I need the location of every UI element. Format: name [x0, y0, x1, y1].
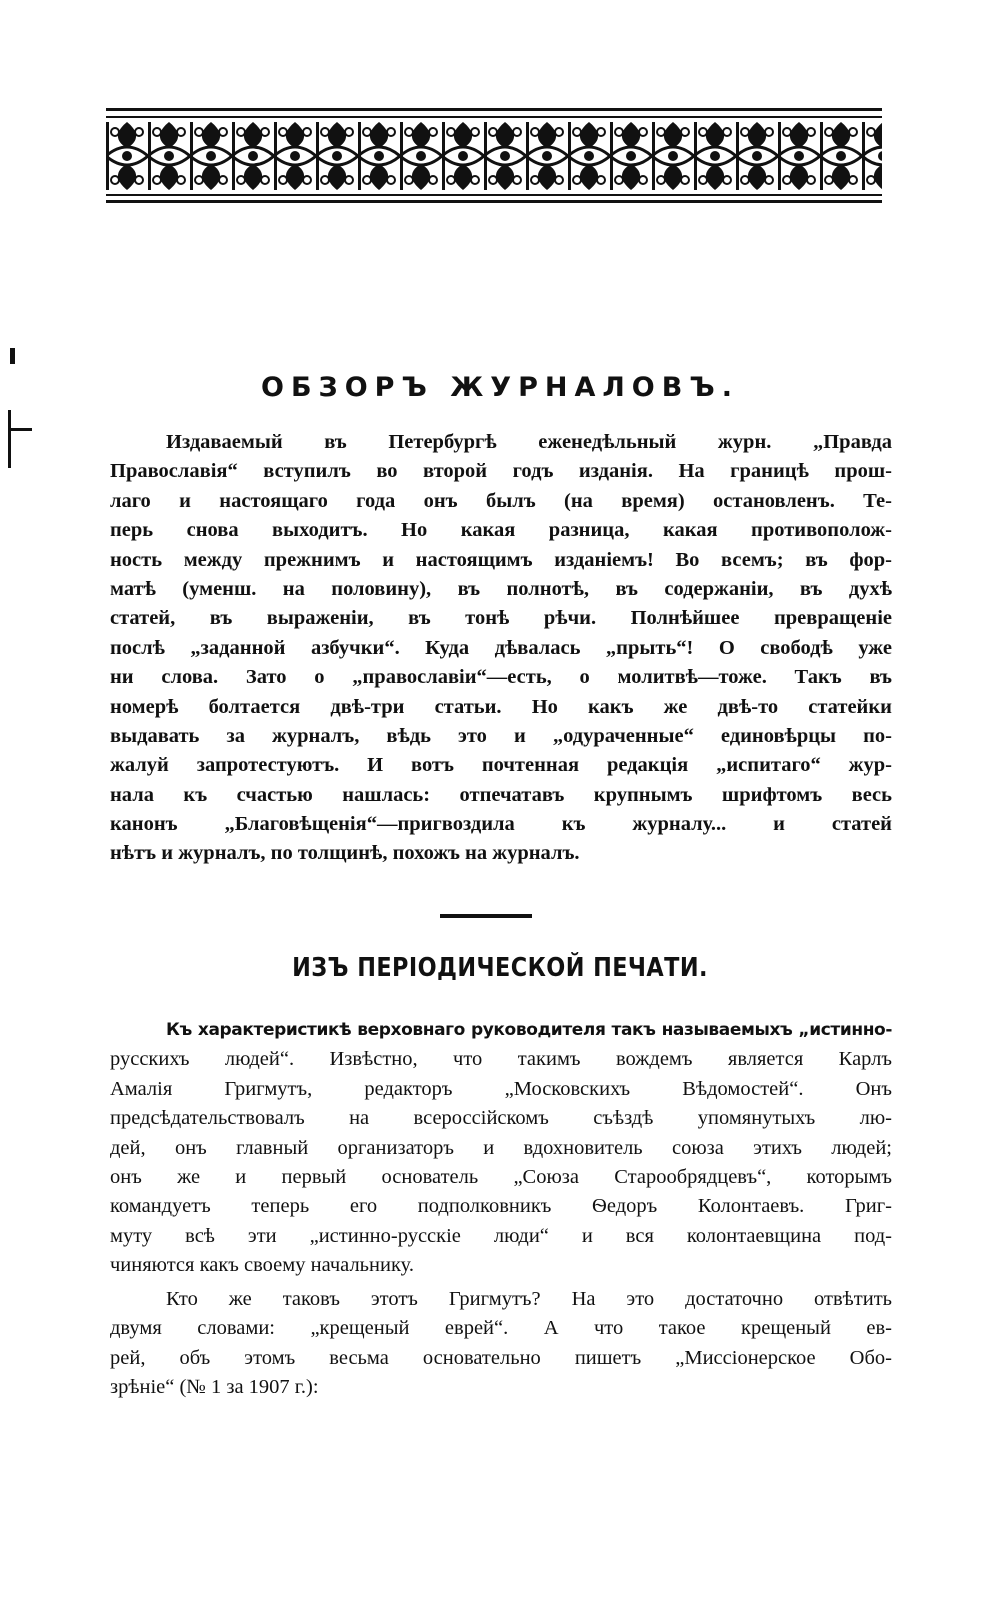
- text-line: командуетъ теперь его подполковникъ Ѳедоръ Колонтаевъ. Григ-: [110, 1195, 892, 1218]
- article-paragraph-journal-review: [110, 428, 892, 869]
- text-line: зрѣніе“ (№ 1 за 1907 г.):: [110, 1376, 319, 1399]
- text-line: Православія“ вступилъ во второй годъ изданія. На границѣ прош-: [110, 460, 892, 483]
- text-line: нѣтъ и журналъ, по толщинѣ, похожъ на журналъ.: [110, 842, 580, 865]
- text-line: чиняются какъ своему начальнику.: [110, 1254, 414, 1277]
- section-divider: [440, 914, 532, 918]
- text-line: ни слова. Зато о „православіи“—есть, о молитвѣ—тоже. Такъ въ: [110, 666, 892, 689]
- text-line: русскихъ людей“. Извѣстно, что такимъ вождемъ является Карлъ: [110, 1048, 892, 1071]
- floral-border-ornament-icon: [106, 108, 882, 204]
- article-paragraph-grigmut-intro: [110, 1016, 892, 1281]
- text-line: Издаваемый въ Петербургѣ еженедѣльный журн. „Правда: [166, 431, 892, 453]
- text-line: ность между прежнимъ и настоящимъ изданіемъ! Во всемъ; въ фор-: [110, 548, 892, 571]
- text-line: онъ же и первый основатель „Союза Старообрядцевъ“, которымъ: [110, 1165, 892, 1188]
- text-line: двумя словами: „крещеный еврей“. А что такое крещеный ев-: [110, 1317, 892, 1340]
- text-line: послѣ „заданной азбучки“. Куда дѣвалась „прыть“! О свободѣ уже: [110, 636, 892, 659]
- margin-mark: [8, 428, 32, 431]
- text-line: жалуй запротестуютъ. И вотъ почтенная редакція „испитаго“ жур-: [110, 754, 892, 777]
- margin-mark: [8, 410, 11, 468]
- article-title-journal-review: ОБЗОРЪ ЖУРНАЛОВЪ.: [261, 372, 739, 403]
- text-line: перь снова выходитъ. Но какая разница, какая противополож-: [110, 519, 892, 542]
- text-line: Къ характеристикѣ верховнаго руководителя такъ называемыхъ „истинно-: [166, 1020, 892, 1040]
- text-line: дей, онъ главный организаторъ и вдохновитель союза этихъ людей;: [110, 1136, 892, 1159]
- article-paragraph-grigmut-question: [110, 1285, 892, 1403]
- margin-mark: [10, 348, 15, 364]
- text-line: лаго и настоящаго года онъ былъ (на время) остановленъ. Те-: [110, 489, 892, 512]
- text-line: выдавать за журналъ, вѣдь это и „одураченные“ единовѣрцы по-: [110, 724, 892, 747]
- text-line: муту всѣ эти „истинно-русскіе люди“ и вся колонтаевщина под-: [110, 1224, 892, 1247]
- text-line: предсѣдательствовалъ на всероссійскомъ съѣздѣ упомянутыхъ лю-: [110, 1107, 892, 1130]
- text-line: Кто же таковъ этотъ Григмутъ? На это достаточно отвѣтить: [166, 1288, 892, 1310]
- text-line: рей, объ этомъ весьма основательно пишетъ „Миссіонерское Обо-: [110, 1346, 892, 1369]
- text-line: канонъ „Благовѣщенія“—пригвоздила къ журналу... и статей: [110, 813, 892, 836]
- text-line: матѣ (уменш. на половину), въ полнотѣ, въ содержаніи, въ духѣ: [110, 577, 892, 600]
- text-line: Амалія Григмутъ, редакторъ „Московскихъ Вѣдомостей“. Онъ: [110, 1077, 892, 1100]
- text-line: нала къ счастью нашлась: отпечатавъ крупнымъ шрифтомъ весь: [110, 783, 892, 806]
- article-title-periodical-press: ИЗЪ ПЕРІОДИЧЕСКОЙ ПЕЧАТИ.: [292, 953, 708, 983]
- text-line: номерѣ болтается двѣ-три статьи. Но какъ же двѣ-то статейки: [110, 695, 892, 718]
- text-line: статей, въ выраженіи, въ тонѣ рѣчи. Полнѣйшее превращеніе: [110, 607, 892, 630]
